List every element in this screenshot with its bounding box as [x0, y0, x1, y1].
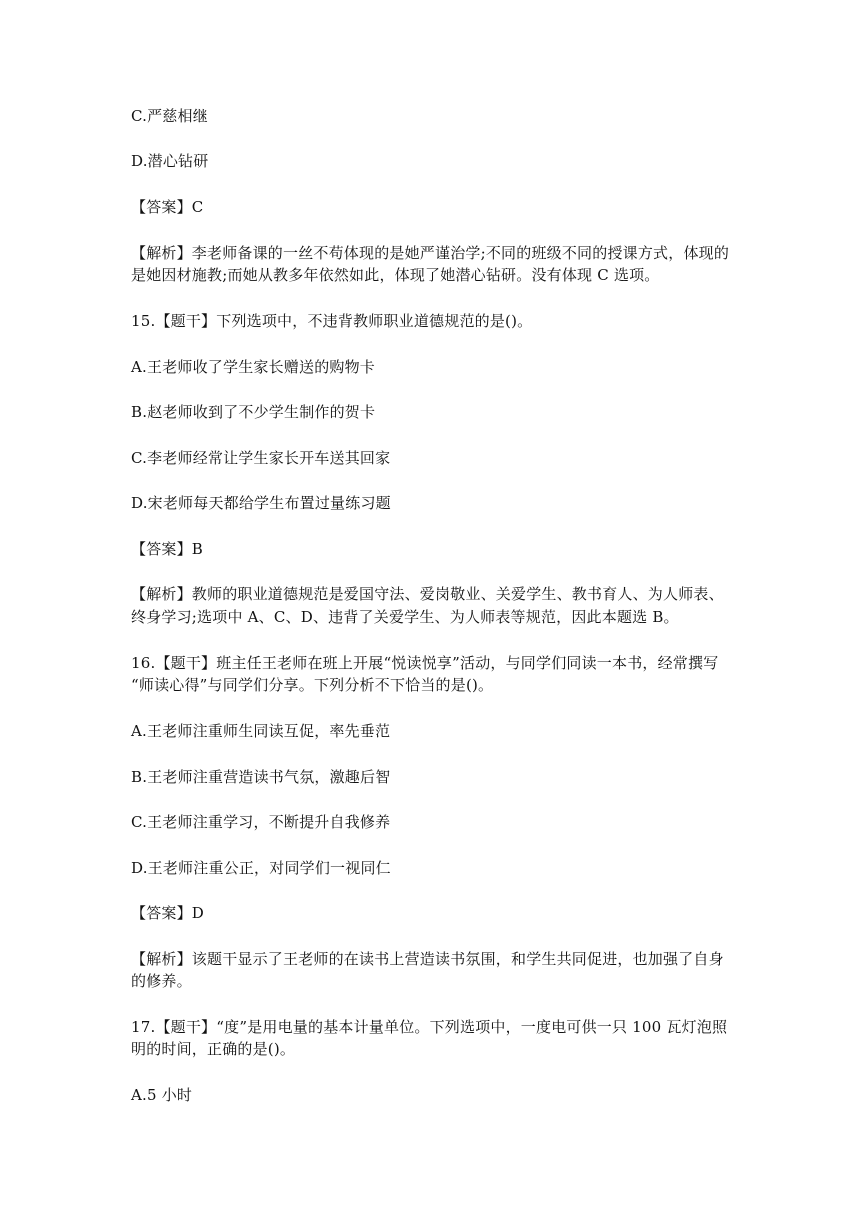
- option-a-q15: A.王老师收了学生家长赠送的购物卡: [131, 358, 376, 376]
- option-a-q17: A.5 小时: [131, 1086, 193, 1104]
- analysis-q15-line1: 【解析】教师的职业道德规范是爱国守法、爱岗敬业、关爱学生、教书育人、为人师表、: [131, 585, 724, 603]
- analysis-q15-line2: 终身学习;选项中 A、C、D、违背了关爱学生、为人师表等规范，因此本题选 B。: [131, 608, 679, 626]
- analysis-q16-line1: 【解析】该题干显示了王老师的在读书上营造读书氛围，和学生共同促进，也加强了自身: [131, 950, 724, 968]
- option-c-q15: C.李老师经常让学生家长开车送其回家: [131, 449, 391, 467]
- option-b-q15: B.赵老师收到了不少学生制作的贺卡: [131, 403, 376, 421]
- option-a-q16: A.王老师注重师生同读互促，率先垂范: [131, 722, 391, 740]
- question-15-stem: 15.【题干】下列选项中，不违背教师职业道德规范的是()。: [131, 312, 533, 330]
- question-17-stem-line2: 明的时间，正确的是()。: [131, 1040, 296, 1058]
- answer-q15: 【答案】B: [131, 540, 204, 558]
- option-d-q16: D.王老师注重公正，对同学们一视同仁: [131, 859, 391, 877]
- answer-q16: 【答案】D: [131, 904, 205, 922]
- option-d-q15: D.宋老师每天都给学生布置过量练习题: [131, 494, 391, 512]
- option-c-q14: C.严慈相继: [131, 107, 208, 125]
- analysis-q14-line1: 【解析】李老师备课的一丝不苟体现的是她严谨治学;不同的班级不同的授课方式，体现的: [131, 244, 730, 262]
- option-c-q16: C.王老师注重学习，不断提升自我修养: [131, 813, 391, 831]
- analysis-q16-line2: 的修养。: [131, 972, 192, 990]
- answer-q14: 【答案】C: [131, 198, 204, 216]
- question-17-stem-line1: 17.【题干】“度”是用电量的基本计量单位。下列选项中，一度电可供一只 100 瓦灯泡照: [131, 1018, 728, 1036]
- analysis-q14-line2: 是她因材施教;而她从教多年依然如此，体现了她潜心钻研。没有体现 C 选项。: [131, 266, 660, 284]
- question-16-stem-line2: “师读心得”与同学们分享。下列分析不下恰当的是()。: [131, 676, 494, 694]
- option-b-q16: B.王老师注重营造读书气氛，激趣后智: [131, 768, 391, 786]
- question-16-stem-line1: 16.【题干】班主任王老师在班上开展“悦读悦享”活动，与同学们同读一本书，经常撰写: [131, 654, 719, 672]
- option-d-q14: D.潜心钻研: [131, 152, 209, 170]
